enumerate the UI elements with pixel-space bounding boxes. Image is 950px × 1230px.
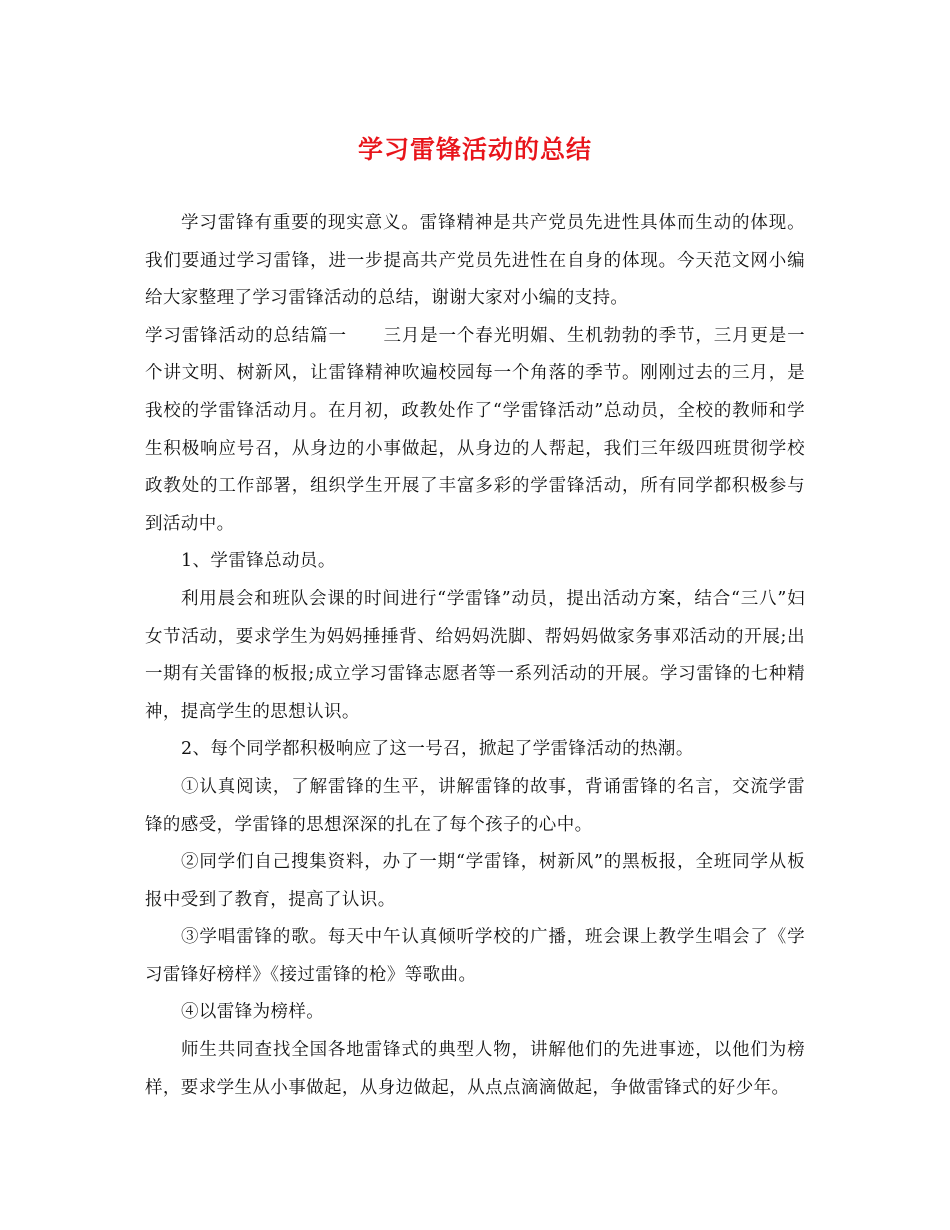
document-body	[145, 205, 805, 1107]
paragraph-part-one: 学习雷锋活动的总结篇一 三月是一个春光明媚、生机勃勃的季节，三月更是一个讲文明、树新风，让雷锋精神吹遍校园每一个角落的季节。刚刚过去的三月，是我校的学雷锋活动月。在月初，政教处作了“学雷锋活动”总动员，全校的教师和学生积极响应号召，从身边的小事做起，从身边的人帮起，我们三年级四班贯彻学校政教处的工作部署，组织学生开展了丰富多彩的学雷锋活动，所有同学都积极参与到活动中。	[145, 325, 805, 534]
paragraph-item-4: ④以雷锋为榜样。	[181, 1002, 325, 1023]
paragraph-mobilization: 利用晨会和班队会课的时间进行“学雷锋”动员，提出活动方案，结合“三八”妇女节活动，要求学生为妈妈捶捶背、给妈妈洗脚、帮妈妈做家务事邓活动的开展;出一期有关雷锋的板报;成立学习雷锋志愿者等一系列活动的开展。学习雷锋的七种精神，提高学生的思想认识。	[145, 588, 805, 722]
paragraph-item-1: ①认真阅读，了解雷锋的生平，讲解雷锋的故事，背诵雷锋的名言，交流学雷锋的感受，学雷锋的思想深深的扎在了每个孩子的心中。	[145, 776, 805, 835]
paragraph-item-3: ③学唱雷锋的歌。每天中午认真倾听学校的广播，班会课上教学生唱会了《学习雷锋好榜样》《接过雷锋的枪》等歌曲。	[145, 927, 805, 985]
paragraph-item-2: ②同学们自己搜集资料，办了一期“学雷锋，树新风”的黑板报，全班同学从板报中受到了教育，提高了认识。	[145, 852, 805, 910]
paragraph-role-models: 师生共同查找全国各地雷锋式的典型人物，讲解他们的先进事迹，以他们为榜样，要求学生从小事做起，从身边做起，从点点滴滴做起，争做雷锋式的好少年。	[145, 1040, 805, 1098]
paragraph-intro: 学习雷锋有重要的现实意义。雷锋精神是共产党员先进性具体而生动的体现。我们要通过学习雷锋，进一步提高共产党员先进性在自身的体现。今天范文网小编给大家整理了学习雷锋活动的总结，谢谢大家对小编的支持。	[145, 213, 805, 309]
document-title: 学习雷锋活动的总结	[357, 135, 592, 164]
paragraph-heading-1: 1、学雷锋总动员。	[181, 551, 336, 572]
paragraph-heading-2: 2、每个同学都积极响应了这一号召，掀起了学雷锋活动的热潮。	[181, 739, 694, 760]
